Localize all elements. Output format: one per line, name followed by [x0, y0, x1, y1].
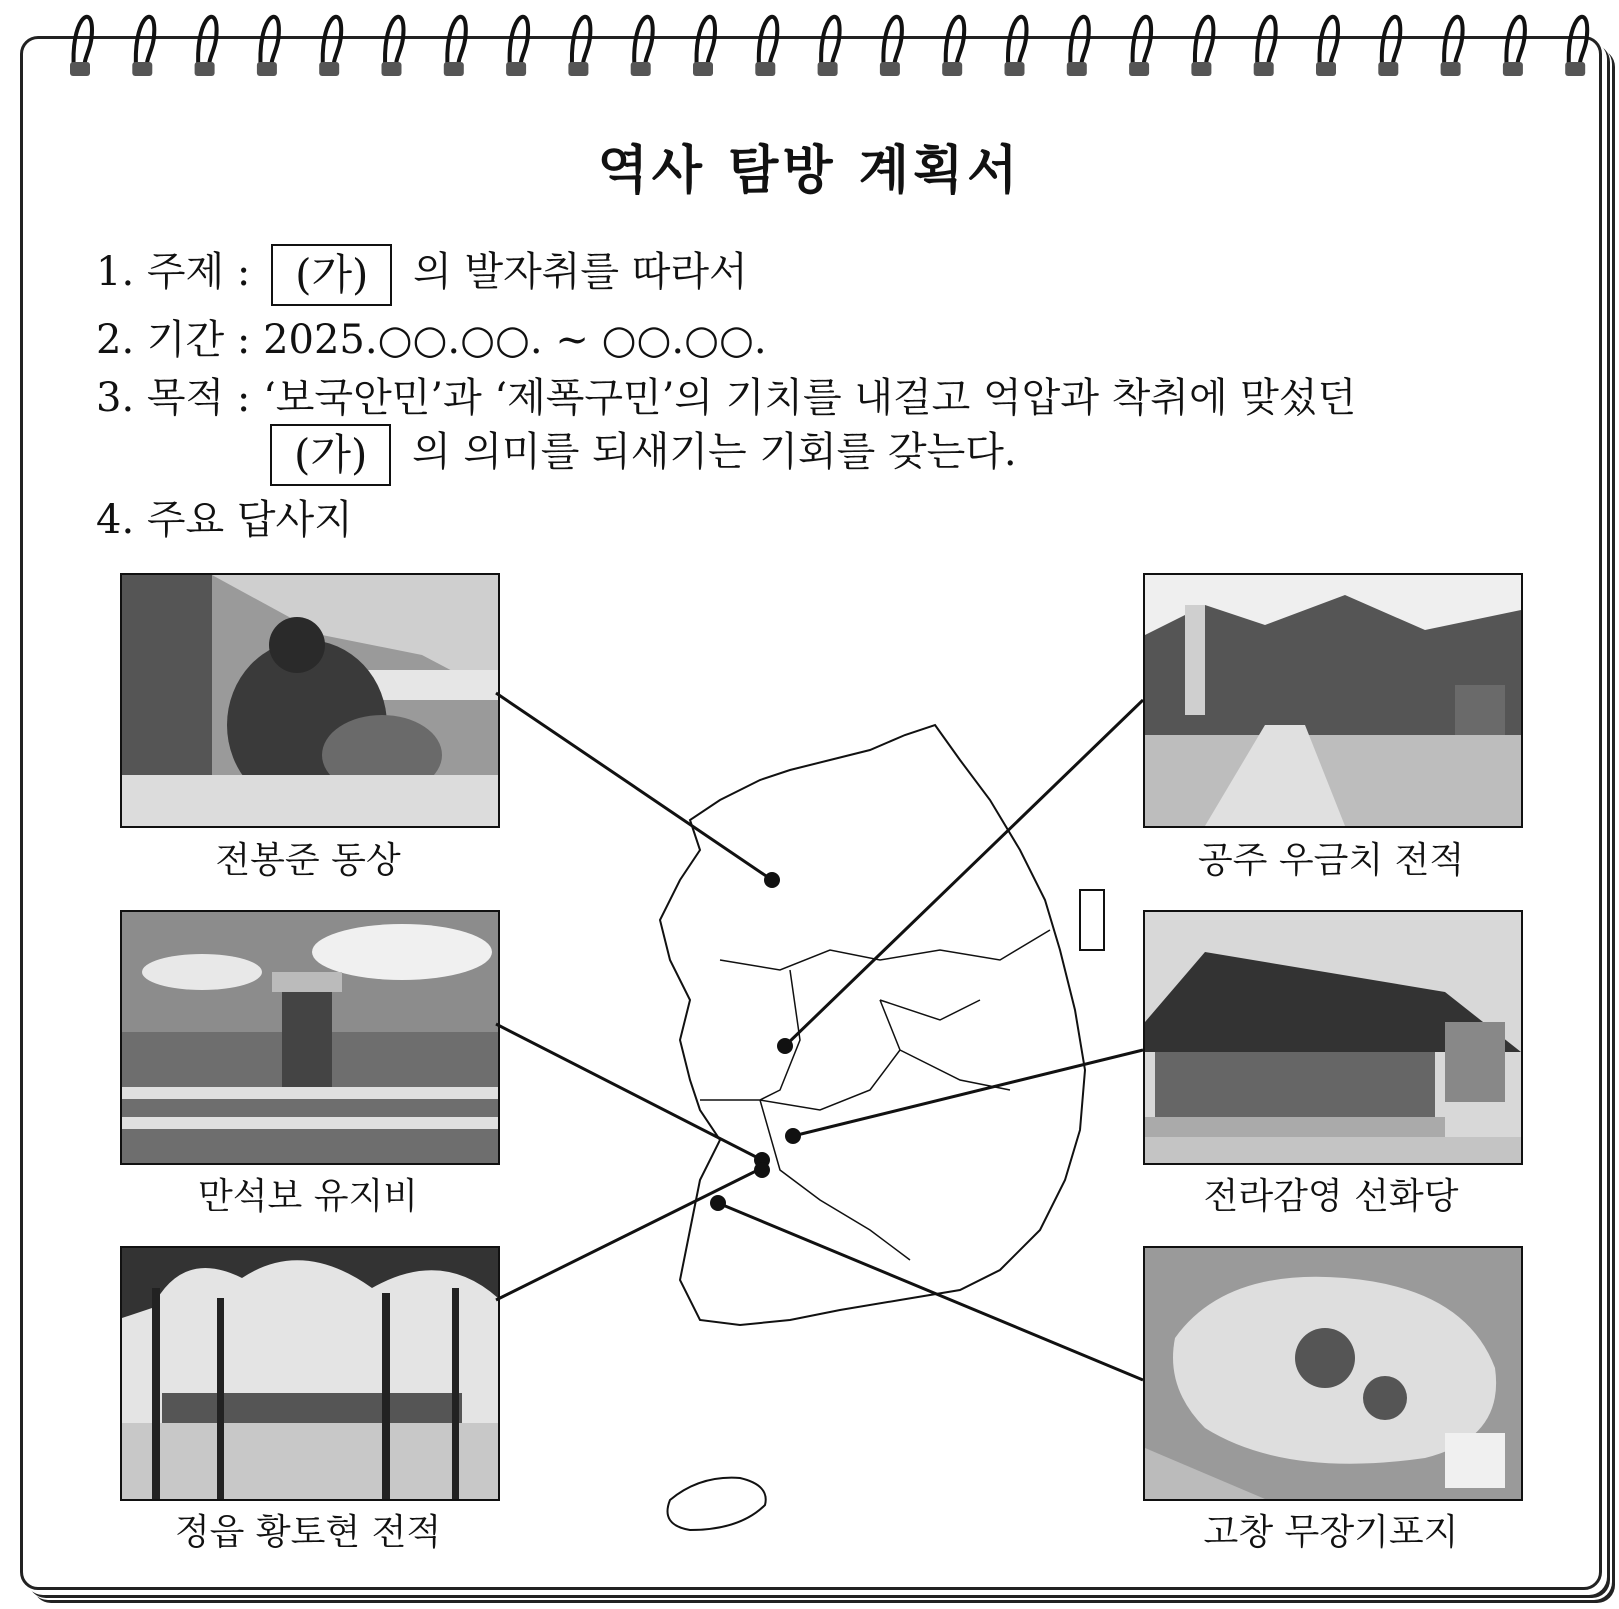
photo-jeolla-gamyeong-seonhwadang	[1143, 910, 1523, 1165]
plan-item-sites: 4. 주요 답사지	[96, 497, 353, 543]
binding-hole	[631, 62, 651, 76]
caption-site-4: 공주 우금치 전적	[1197, 840, 1465, 881]
binding-hole	[942, 62, 962, 76]
photo-manseokbo-monument	[120, 910, 500, 1165]
binding-hole	[1441, 62, 1461, 76]
binding-hole	[319, 62, 339, 76]
binding-hole	[382, 62, 402, 76]
binding-hole	[257, 62, 277, 76]
caption-site-5: 전라감영 선화당	[1203, 1176, 1459, 1217]
plan-item-topic	[96, 240, 748, 306]
item3-text-line2: 의 의미를 되새기는 기회를 갖는다.	[412, 429, 1017, 475]
purpose-blank-box: (가)	[270, 424, 391, 486]
plan-item-purpose	[96, 366, 1356, 423]
binding-hole	[1129, 62, 1149, 76]
item2-text: 2025.○○.○○. ~ ○○.○○.	[263, 317, 767, 363]
binding-hole	[1254, 62, 1274, 76]
item3-label: 3. 목적 :	[96, 375, 251, 421]
plan-item-period	[96, 308, 767, 365]
binding-hole	[693, 62, 713, 76]
binding-hole	[1191, 62, 1211, 76]
binding-hole	[132, 62, 152, 76]
caption-site-2: 만석보 유지비	[197, 1176, 419, 1217]
binding-hole	[1378, 62, 1398, 76]
plan-item-purpose-cont	[270, 420, 1017, 486]
page-title: 역사 탐방 계획서	[597, 141, 1022, 201]
caption-site-3: 정읍 황토현 전적	[174, 1512, 442, 1553]
caption-site-1: 전봉준 동상	[215, 840, 401, 881]
binding-hole	[568, 62, 588, 76]
item1-label: 1. 주제 :	[96, 249, 251, 295]
binding-hole	[755, 62, 775, 76]
binding-hole	[880, 62, 900, 76]
binding-hole	[1503, 62, 1523, 76]
binding-hole	[1067, 62, 1087, 76]
binding-hole	[444, 62, 464, 76]
item1-text: 의 발자취를 따라서	[413, 249, 748, 295]
binding-hole	[70, 62, 90, 76]
spiral-binding	[0, 0, 1619, 90]
topic-blank-box: (가)	[271, 244, 392, 306]
item3-text-line1: ‘보국안민’과 ‘제폭구민’의 기치를 내걸고 억압과 착취에 맞섰던	[263, 375, 1357, 421]
item2-label: 2. 기간 :	[96, 317, 251, 363]
binding-hole	[1005, 62, 1025, 76]
binding-hole	[1316, 62, 1336, 76]
photo-hwangtohyeon-battlefield	[120, 1246, 500, 1501]
binding-hole	[506, 62, 526, 76]
caption-site-6: 고창 무장기포지	[1203, 1512, 1459, 1553]
photo-mujang-uprising-site	[1143, 1246, 1523, 1501]
photo-jeon-bongjun-statue	[120, 573, 500, 828]
binding-hole	[1565, 62, 1585, 76]
photo-ugeumchi-battlefield	[1143, 573, 1523, 828]
binding-hole	[195, 62, 215, 76]
binding-hole	[818, 62, 838, 76]
